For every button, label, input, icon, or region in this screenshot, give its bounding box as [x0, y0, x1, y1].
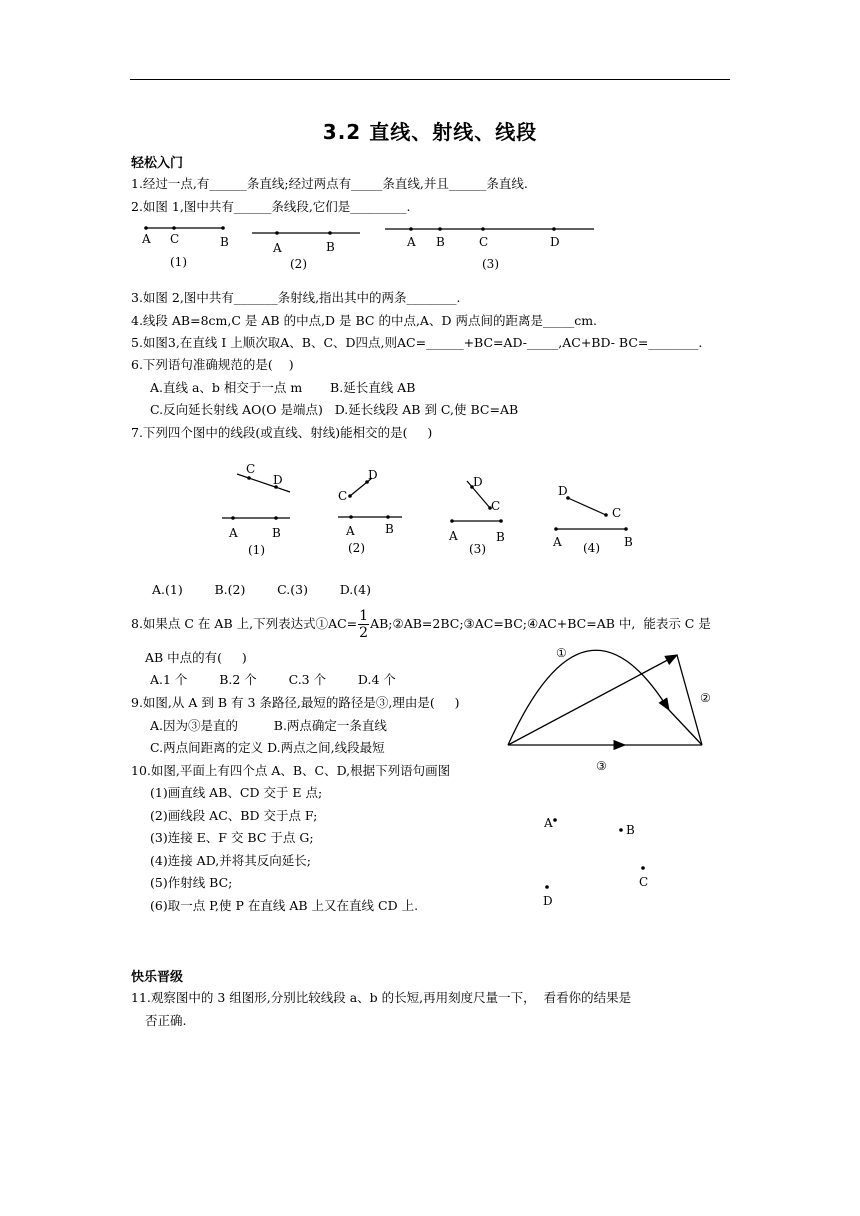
question-1: 1.经过一点,有______条直线;经过两点有_____条直线,并且______条直线.: [131, 176, 528, 191]
figure-label: A: [346, 524, 355, 538]
figure-label: B: [436, 235, 445, 249]
figure-caption: (2): [348, 541, 365, 555]
question-8-part-1: 8.如果点 C 在 AB 上,下列表达式①AC=: [131, 616, 358, 631]
question-10: 10.如图,平面上有四个点 A、B、C、D,根据下列语句画图: [131, 763, 451, 778]
figure-label: A: [449, 529, 458, 543]
section-heading-advanced: 快乐晋级: [131, 970, 184, 985]
fraction-numerator: 1: [359, 608, 369, 624]
question-8-part-2: AB;②AB=2BC;③AC=BC;④AC+BC=AB 中, 能表示 C 是: [370, 616, 711, 631]
figure-label: B: [496, 530, 505, 544]
question-7-options: A.(1) B.(2) C.(3) D.(4): [152, 582, 371, 597]
question-7: 7.下列四个图中的线段(或直线、射线)能相交的是( ): [131, 425, 433, 440]
figure-label: D: [473, 475, 483, 489]
question-10-step-6: (6)取一点 P,使 P 在直线 AB 上又在直线 CD 上.: [150, 898, 419, 913]
question-10-step-1: (1)画直线 AB、CD 交于 E 点;: [150, 785, 323, 800]
figure-label: A: [142, 232, 151, 246]
question-9-options-ab: A.因为③是直的 B.两点确定一条直线: [150, 718, 387, 733]
figure-caption: (1): [248, 543, 265, 557]
figure-label: D: [368, 468, 378, 482]
figure-caption: (3): [469, 542, 486, 556]
question-10-step-3: (3)连接 E、F 交 BC 于点 G;: [150, 830, 314, 845]
question-3: 3.如图 2,图中共有_______条射线,指出其中的两条________.: [131, 290, 461, 305]
point-label-d: D: [543, 894, 553, 908]
path-label-1: ①: [556, 646, 567, 660]
path-label-2: ②: [700, 691, 711, 705]
question-10-step-2: (2)画线段 AC、BD 交于点 F;: [150, 808, 318, 823]
figure-label: C: [491, 499, 501, 513]
point-label-c: C: [639, 875, 649, 889]
figure-label: B: [272, 526, 281, 540]
figure-caption: (1): [170, 255, 187, 269]
figure-label: A: [273, 241, 282, 255]
figure-label: A: [407, 235, 416, 249]
question-11: 11.观察图中的 3 组图形,分别比较线段 a、b 的长短,再用刻度尺量一下， 看看你的结果是: [131, 990, 632, 1005]
figure-label: B: [385, 522, 394, 536]
figure-label: C: [338, 489, 348, 503]
page-title: 3.2 直线、射线、线段: [322, 120, 538, 144]
figure-label: B: [624, 535, 633, 549]
figure-label: C: [612, 506, 622, 520]
question-10-step-4: (4)连接 AD,并将其反向延长;: [150, 853, 311, 868]
figure-label: A: [553, 535, 562, 549]
question-2: 2.如图 1,图中共有______条线段,它们是_________.: [131, 199, 411, 214]
fraction-denominator: 2: [359, 625, 369, 641]
figure-label: A: [229, 526, 238, 540]
question-6-options-ab: A.直线 a、b 相交于一点 m B.延长直线 AB: [150, 380, 416, 395]
question-8-options: A.1 个 B.2 个 C.3 个 D.4 个: [150, 672, 396, 687]
figure-label: D: [558, 484, 568, 498]
question-9-options-cd: C.两点间距离的定义 D.两点之间,线段最短: [150, 740, 385, 755]
figure-label: D: [550, 235, 560, 249]
question-4: 4.线段 AB=8cm,C 是 AB 的中点,D 是 BC 的中点,A、D 两点间的距离是_____cm.: [131, 313, 598, 328]
figure-label: B: [326, 240, 335, 254]
figure-label: D: [273, 473, 283, 487]
figure-caption: (3): [482, 257, 499, 271]
figure-caption: (2): [290, 257, 307, 271]
question-5: 5.如图3,在直线 I 上顺次取A、B、C、D四点,则AC=______+BC=AD-_____,AC+BD- BC=________.: [131, 335, 703, 350]
question-6-options-cd: C.反向延长射线 AO(O 是端点) D.延长线段 AB 到 C,使 BC=AB: [150, 402, 519, 417]
section-heading-intro: 轻松入门: [131, 156, 184, 171]
point-label-b: B: [626, 823, 635, 837]
figure-label: C: [170, 232, 180, 246]
question-6: 6.下列语句准确规范的是( ): [131, 357, 294, 372]
question-8-continued: AB 中点的有( ): [145, 650, 247, 665]
point-label-a: A: [544, 816, 553, 830]
figure-label: C: [479, 235, 489, 249]
figure-label: C: [246, 462, 256, 476]
question-9: 9.如图,从 A 到 B 有 3 条路径,最短的路径是③,理由是( ): [131, 695, 460, 710]
question-11-continued: 否正确.: [145, 1013, 187, 1028]
figure-label: B: [220, 235, 229, 249]
path-label-3: ③: [596, 759, 607, 773]
question-10-step-5: (5)作射线 BC;: [150, 875, 233, 890]
figure-caption: (4): [583, 541, 600, 555]
